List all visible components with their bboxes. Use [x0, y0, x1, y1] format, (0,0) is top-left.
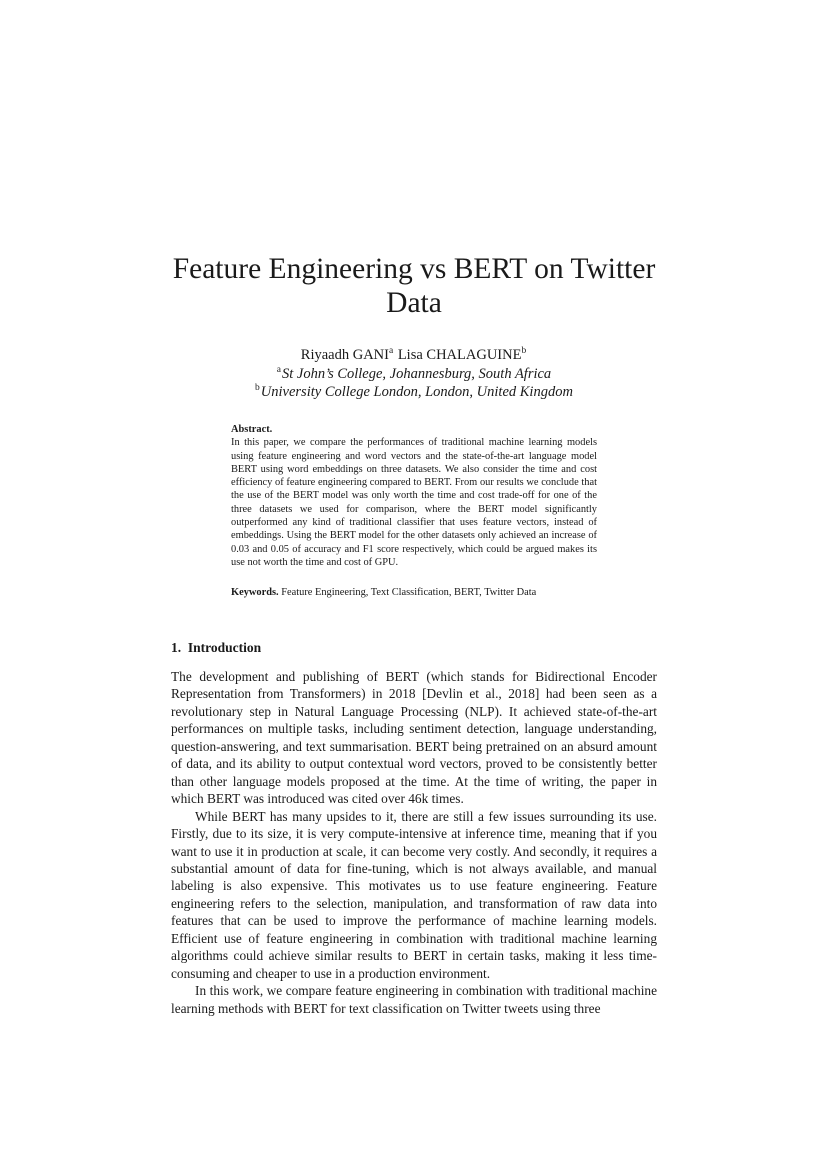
keywords-text: Feature Engineering, Text Classification, BERT, Twitter Data [281, 587, 537, 598]
affiliation-mark: a [276, 365, 282, 375]
abstract-text: In this paper, we compare the performances of traditional machine learning models using feature engineering and word vectors and the state-of-the-art language model BERT using word embeddings on three datasets. We also consider the time and cost efficiency of feature engineering compared to BERT. From our results we conclude that the use of the BERT model was only worth the time and cost trade-off for one of the three datasets we used for comparison, where the BERT model significantly outperformed any kind of traditional classifier that uses feature vectors, instead of embeddings. Using the BERT model for the other datasets only achieved an increase of 0.03 and 0.05 of accuracy and F1 score respectively, which could be argued makes its use not worth the time and cost of GPU. [231, 437, 597, 568]
affiliation-mark: b [255, 383, 260, 393]
paper-title: Feature Engineering vs BERT on Twitter Data [172, 253, 656, 319]
affiliation-mark: b [521, 346, 527, 356]
section-title: Introduction [187, 640, 262, 655]
affiliation [150, 365, 678, 385]
affiliation [150, 383, 678, 403]
affiliation-text: University College London, London, United Kingdom [260, 384, 573, 400]
abstract-heading: Abstract. [231, 424, 273, 435]
section-body [171, 668, 657, 1017]
affiliation-mark: a [388, 346, 394, 356]
section-number: 1. [171, 640, 182, 655]
author-list [150, 346, 678, 366]
abstract-block [231, 423, 597, 569]
body-paragraph: The development and publishing of BERT (which stands for Bidirectional Encoder Representation from Transformers) in 2018 [Devlin et al., 2018] had been seen as a revolutionary step in Natural Language Processing (NLP). It achieved state-of-the-art performances on multiple tasks, including sentiment detection, language understanding, question-answering, and text summarisation. BERT being pretrained on an absurd amount of data, and its ability to output contextual word vectors, proved to be consistently better than other language models proposed at the time. At the time of writing, the paper in which BERT was introduced was cited over 46k times. [171, 669, 657, 807]
keywords-label: Keywords. [231, 587, 279, 598]
body-paragraph: In this work, we compare feature engineering in combination with traditional machine learning methods with BERT for text classification on Twitter tweets using three [171, 983, 657, 1016]
body-paragraph: While BERT has many upsides to it, there are still a few issues surrounding its use. Firstly, due to its size, it is very compute-intensive at inference time, meaning that if you want to use it in production at scale, it can become very costly. And secondly, it requires a substantial amount of data for fine-tuning, which is not always available, and manual labeling is also expensive. This motivates us to use feature engineering. Feature engineering refers to the selection, manipulation, and transformation of raw data into features that can be used to improve the performance of machine learning models. Efficient use of feature engineering in combination with traditional machine learning algorithms could achieve similar results to BERT in certain tasks, making it less time-consuming and cheaper to use in a production environment. [171, 808, 657, 981]
author-name: Lisa CHALAGUINE [397, 347, 522, 363]
keywords-line [231, 586, 597, 599]
affiliation-text: St John’s College, Johannesburg, South Africa [282, 366, 552, 382]
section-heading [171, 639, 261, 656]
author-name: Riyaadh GANI [300, 347, 389, 363]
